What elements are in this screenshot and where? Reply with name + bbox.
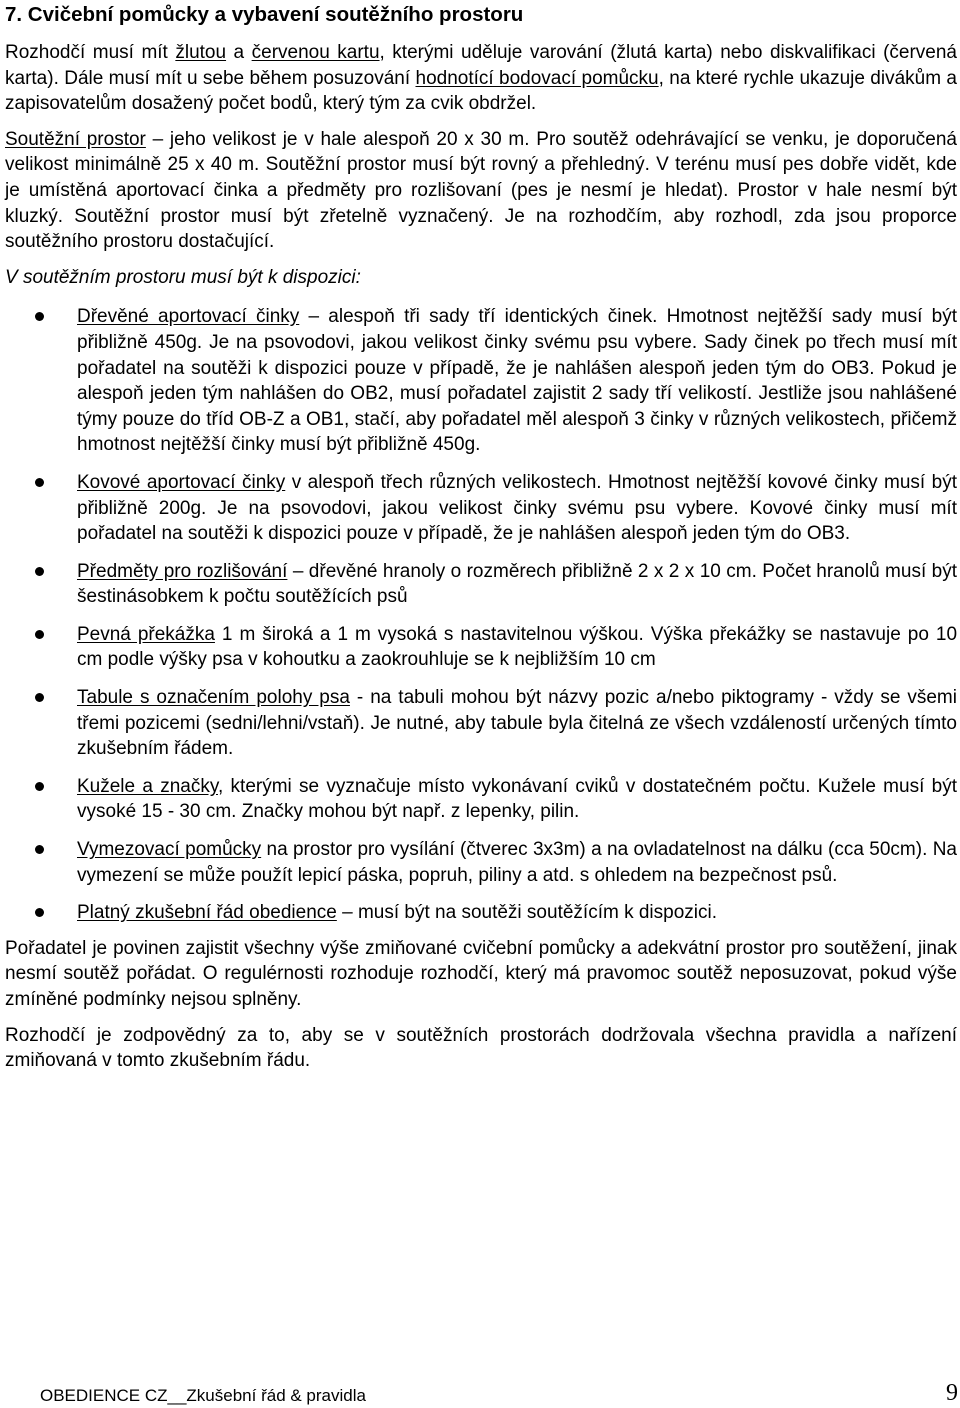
list-item-text: v alespoň třech různých velikostech. Hmotnost nejtěžší kovové činky musí být přibližně 200g. Je na psovodovi, jakou velikost činky svému psu vybere. Kovové činky musí mít pořadatel na soutěži k dispozici pouze v případě, že je nahlášen alespoň jeden tým do OB3.: [77, 471, 957, 545]
paragraph-referee-cards: [5, 40, 957, 117]
section-title: 7. Cvičební pomůcky a vybavení soutěžního prostoru: [5, 3, 524, 26]
paragraph-competition-area: [5, 127, 957, 255]
page-number: 9: [946, 1380, 958, 1406]
bullet-icon: [35, 782, 44, 791]
bullet-icon: [35, 693, 44, 702]
list-item: [5, 900, 957, 926]
list-item-text: na prostor pro vysílání (čtverec 3x3m) a na ovladatelnost na dálku (cca 50cm). Na vymezení se může použít lepicí páska, popruh, piliny a atd. s ohledem na bezpečnost psů.: [77, 839, 957, 886]
equipment-list: [5, 304, 957, 925]
paragraph-referee-responsibility: Rozhodčí je zodpovědný za to, aby se v soutěžních prostorách dodržovala všechna pravidla a nařízení zmiňovaná v tomto zkušebním řádu.: [5, 1024, 957, 1072]
list-item-text: – alespoň tři sady tří identických činek. Hmotnost nejtěžší sady musí být přibližně 450g. Je na psovodovi, jakou velikost činky svému psu vybere. Sady činek po třech musí mít pořadatel na soutěži k dispozici pouze v případě, že je nahlášen alespoň jeden tým do OB3. Pokud je alespoň jeden tým nahlášen do OB2, musí pořadatel zajistit 2 sady tří velikostí. Jestliže jsou nahlášené týmy pouze do tříd OB-Z a OB1, stačí, aby pořadatel měl alespoň 3 činky v různých velikostech, přičemž hmotnost nejtěžší činky musí být přibližně 450g.: [77, 306, 957, 456]
page-footer: [40, 1380, 958, 1406]
list-item-text: - na tabuli mohou být názvy pozic a/nebo piktogramy - vždy se všemi třemi pozicemi (sedni/lehni/vstaň). Je nutné, aby tabule byla čitelná ze všech vzdáleností určených tímto zkušebním řádem.: [77, 687, 957, 760]
list-item-label: Kužele a značky: [77, 775, 218, 797]
text-run: , na které rychle ukazuje divákům a zapisovatelům dosažený počet bodů, který tým za cvik obdržel.: [5, 67, 957, 115]
bullet-icon: [35, 567, 44, 576]
underlined-term-yellow: žlutou: [175, 42, 227, 63]
list-item-text: 1 m široká a 1 m vysoká s nastavitelnou výškou. Výška překážky se nastavuje po 10 cm podle výšky psa v kohoutku a zaokrouhluje se k nejbližším 10 cm: [77, 623, 958, 671]
bullet-icon: [35, 478, 44, 487]
underlined-term-competition-area: Soutěžní prostor: [5, 128, 146, 150]
text-run: – jeho velikost je v hale alespoň 20 x 30 m. Pro soutěž odehrávající se venku, je doporučená velikost minimálně 25 x 40 m. Soutěžní prostor musí být rovný a přehledný. V terénu musí pes dobře vidět, kde je umístěná aportovací činka a předměty pro rozlišovaní (pes je nesmí je hledat). Prostor v hale nesmí být kluzký. Soutěžní prostor musí být zřetelně vyznačený. Je na rozhodčím, aby rozhodl, zda jsou proporce soutěžního prostoru dostačující.: [5, 128, 957, 253]
list-item: [5, 470, 957, 547]
list-item-text: – musí být na soutěži soutěžícím k dispozici.: [336, 902, 718, 924]
list-item-label: Dřevěné aportovací činky: [77, 306, 300, 328]
text-run: Rozhodčí musí mít: [5, 42, 176, 63]
equipment-intro: V soutěžním prostoru musí být k dispozici:: [5, 266, 361, 288]
footer-text: OBEDIENCE CZ__Zkušební řád & pravidla: [40, 1386, 366, 1405]
list-item-label: Tabule s označením polohy psa: [77, 687, 350, 709]
list-item-label: Pevná překážka: [77, 623, 215, 645]
list-item-label: Kovové aportovací činky: [77, 471, 286, 493]
bullet-icon: [35, 630, 44, 639]
list-item: [5, 685, 957, 762]
underlined-term-red-card: červenou kartu: [251, 42, 380, 63]
paragraph-organizer-duty: Pořadatel je povinen zajistit všechny výše zmiňované cvičební pomůcky a adekvátní prostor pro soutěžení, jinak nesmí soutěž pořádat. O regulérnosti rozhoduje rozhodčí, který má pravomoc soutěž neposuzovat, pokud výše zmíněné podmínky nejsou splněny.: [5, 937, 957, 1010]
list-item-label: Platný zkušební řád obedience: [77, 902, 337, 924]
text-run: , kterými uděluje varování (žlutá karta) nebo diskvalifikaci (červená karta). Dále musí mít u sebe během posuzování: [5, 42, 958, 89]
list-item-text: – dřevěné hranoly o rozměrech přibližně 2 x 2 x 10 cm. Počet hranolů musí být šestinásobkem k počtu soutěžících psů: [77, 560, 957, 608]
bullet-icon: [35, 312, 44, 321]
list-item: [5, 622, 957, 673]
list-item-label: Vymezovací pomůcky: [77, 839, 262, 861]
document-page: [5, 2, 957, 1084]
bullet-icon: [35, 908, 44, 917]
text-run: a: [226, 42, 252, 63]
list-item: [5, 774, 957, 825]
list-item: [5, 837, 957, 888]
list-item: [5, 304, 957, 458]
list-item: [5, 559, 957, 610]
bullet-icon: [35, 845, 44, 854]
list-item-text: , kterými se vyznačuje místo vykonávaní cviků v dostatečném počtu. Kužele musí být vysoké 15 - 30 cm. Značky mohou být např. z lepenky, pilin.: [77, 775, 957, 823]
list-item-label: Předměty pro rozlišování: [77, 560, 288, 582]
underlined-term-scoring-aid: hodnotící bodovací pomůcku: [415, 67, 659, 89]
